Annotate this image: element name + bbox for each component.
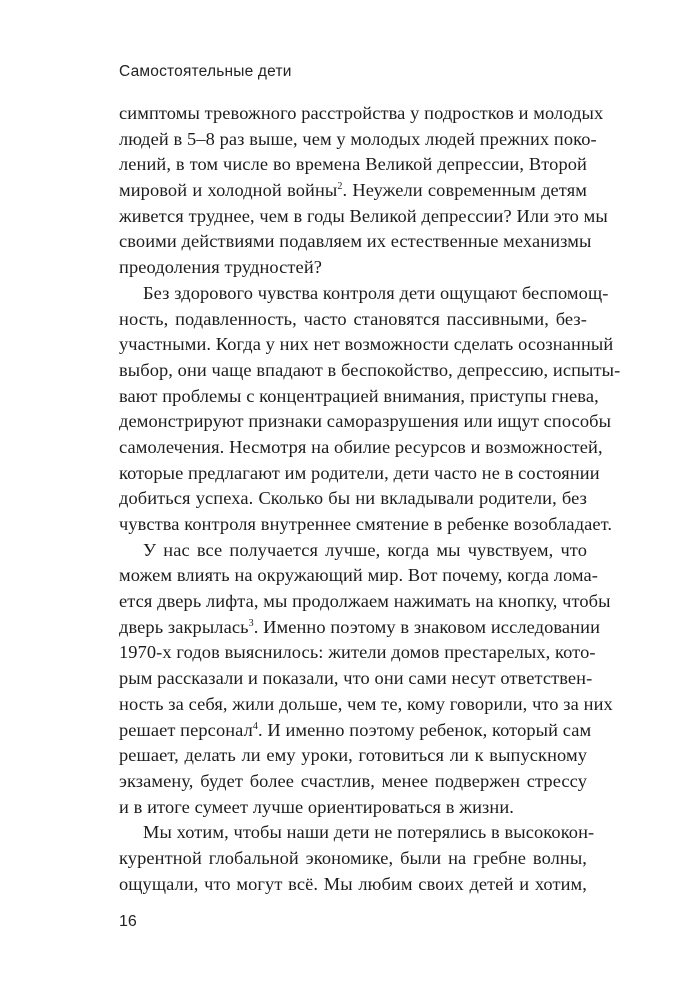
line-text: преодоления трудностей? — [119, 257, 323, 278]
text-line — [119, 872, 587, 898]
text-line — [119, 718, 592, 744]
text-line — [119, 229, 592, 255]
line-text: которые предлагают им родители, дети часто не в состоянии — [119, 462, 600, 483]
text-line — [119, 435, 603, 461]
line-text: курентной глобальной экономике, были на гребне волны, — [119, 847, 587, 868]
line-text: У нас все получается лучше, когда мы чувствуем, что — [143, 539, 587, 560]
text-line — [119, 307, 587, 333]
footnote-ref: 3 — [248, 617, 254, 629]
body-text — [119, 101, 621, 897]
line-text: ощущали, что могут всё. Мы любим своих детей и хотим, — [119, 873, 587, 894]
text-line — [119, 538, 587, 564]
text-line — [119, 281, 609, 307]
footnote-ref: 4 — [252, 720, 258, 732]
line-text-after: . Неужели современным детям — [342, 180, 587, 201]
text-line — [119, 178, 587, 204]
running-header: Самостоятельные дети — [119, 63, 292, 80]
line-text: ется дверь лифта, мы продолжаем нажимать на кнопку, чтобы — [119, 591, 611, 612]
text-line — [119, 101, 604, 127]
line-text: можем влиять на окружающий мир. Вот почему, когда лома- — [119, 565, 599, 586]
text-line — [119, 152, 587, 178]
text-line — [119, 332, 614, 358]
line-text: демонстрируют признаки саморазрушения или ищут способы — [119, 411, 612, 432]
line-text: 1970-х годов выяснилось: жители домов престарелых, кото- — [119, 642, 596, 663]
text-line — [119, 640, 596, 666]
line-text: ность, подавленность, часто становятся пассивными, без- — [119, 308, 587, 329]
line-text: своими действиями подавляем их естественные механизмы — [119, 231, 592, 252]
footnote-ref: 2 — [337, 181, 343, 193]
line-text: самолечения. Несмотря на обилие ресурсов и возможностей, — [119, 436, 603, 457]
text-line — [119, 666, 593, 692]
line-text: решает персонал — [119, 719, 253, 740]
text-line — [119, 358, 621, 384]
line-text: Мы хотим, чтобы наши дети не потерялись в высококон- — [143, 822, 595, 843]
line-text: ность за себя, жили дольше, чем те, кому говорили, что за них — [119, 693, 613, 714]
line-text: вают проблемы с концентрацией внимания, приступы гнева, — [119, 385, 599, 406]
text-line — [119, 743, 587, 769]
text-line — [119, 512, 613, 538]
text-line — [119, 589, 611, 615]
text-line — [119, 127, 597, 153]
text-line — [119, 563, 599, 589]
text-line — [119, 461, 600, 487]
text-line — [119, 255, 587, 281]
line-text: симптомы тревожного расстройства у подростков и молодых — [119, 103, 604, 123]
line-text: мировой и холодной войны — [119, 180, 338, 201]
line-text-after: . И именно поэтому ребенок, который сам — [258, 719, 592, 740]
line-text: и в итоге сумеет лучше ориентироваться в жизни. — [119, 796, 514, 817]
text-line — [119, 820, 595, 846]
text-line — [119, 615, 601, 641]
line-text: живется труднее, чем в годы Великой депрессии? Или это мы — [119, 205, 608, 226]
line-text: чувства контроля внутреннее смятение в ребенке возобладает. — [119, 514, 613, 534]
text-line — [119, 409, 612, 435]
line-text-after: . Именно поэтому в знаковом исследовании — [253, 616, 601, 637]
text-line — [119, 384, 599, 410]
line-text: лений, в том числе во времена Великой депрессии, Второй — [119, 154, 587, 175]
text-line — [119, 846, 587, 872]
line-text: экзамену, будет более счастлив, менее подвержен стрессу — [119, 770, 587, 791]
line-text: решает, делать ли ему уроки, готовиться ли к выпускному — [119, 745, 587, 766]
line-text: Без здорового чувства контроля дети ощущают беспомощ- — [143, 282, 609, 303]
line-text: людей в 5–8 раз выше, чем у молодых людей прежних поко- — [119, 128, 597, 149]
line-text: добиться успеха. Сколько бы ни вкладывали родители, без — [119, 488, 587, 509]
text-line — [119, 795, 587, 821]
line-text: выбор, они чаще впадают в беспокойство, депрессию, испыты- — [119, 359, 621, 380]
text-line — [119, 204, 608, 230]
text-line — [119, 769, 587, 795]
line-text: рым рассказали и показали, что они сами несут ответствен- — [119, 668, 593, 689]
page-number: 16 — [119, 913, 137, 930]
line-text: дверь закрылась — [119, 616, 249, 637]
line-text: участными. Когда у них нет возможности сделать осознанный — [119, 334, 614, 355]
text-line — [119, 692, 613, 718]
text-line — [119, 486, 587, 512]
